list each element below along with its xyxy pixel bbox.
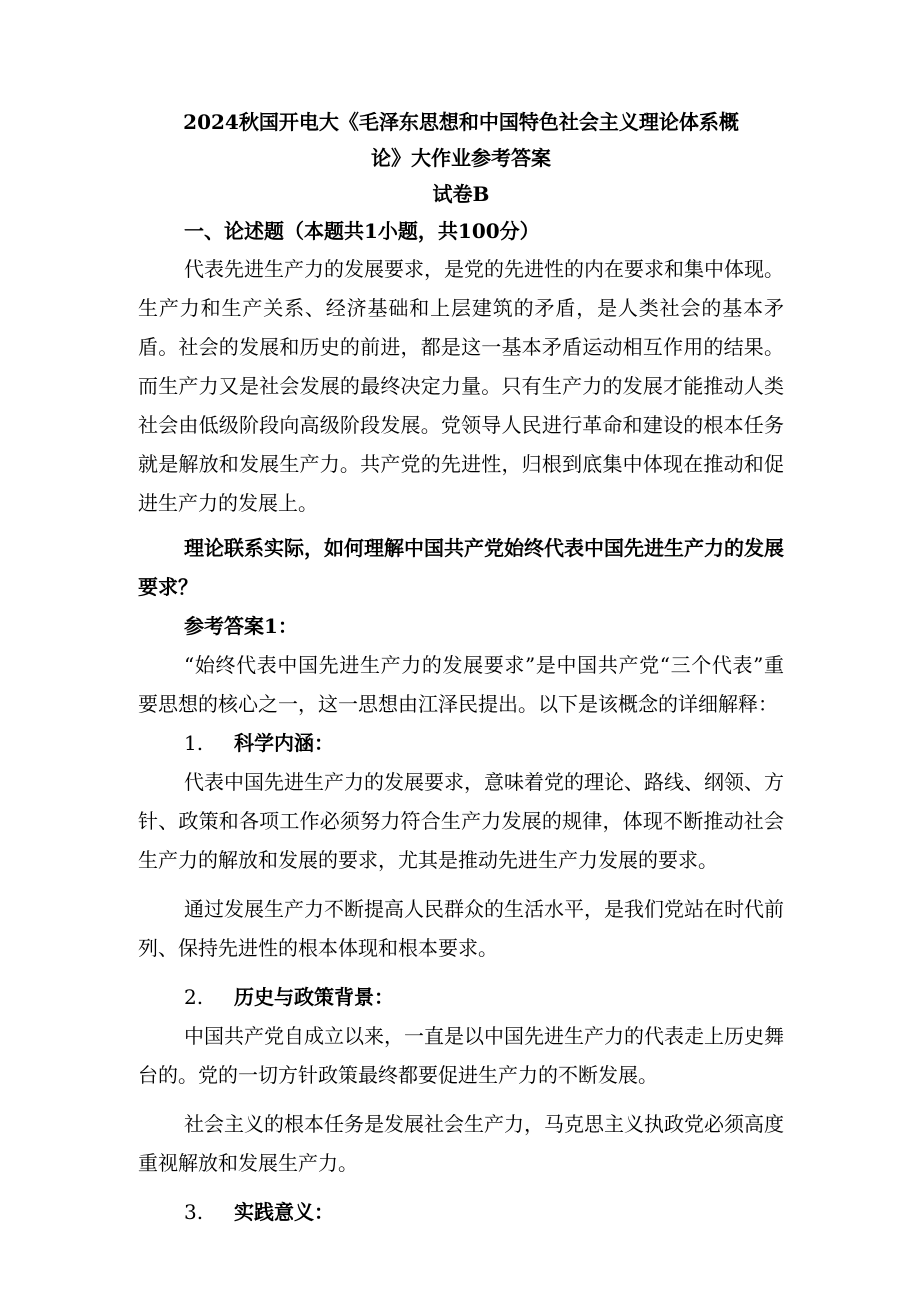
list-item-paragraph: 代表中国先进生产力的发展要求，意味着党的理论、路线、纲领、方针、政策和各项工作必须努力符合生产力发展的规律，体现不断推动社会生产力的解放和发展的要求，尤其是推动先进生产力发展的要求。	[138, 770, 784, 872]
paper-label: 试卷B	[432, 182, 490, 206]
list-item-number: 1.	[184, 731, 204, 755]
list-item-number: 2.	[184, 985, 204, 1009]
document-page	[138, 104, 784, 1232]
document-title-line2: 论》大作业参考答案	[371, 146, 551, 170]
answer-intro: “始终代表中国先进生产力的发展要求”是中国共产党“三个代表”重要思想的核心之一，这一思想由江泽民提出。以下是该概念的详细解释：	[138, 653, 784, 716]
answer-label: 参考答案1：	[184, 614, 298, 638]
list-item-label: 科学内涵：	[234, 731, 334, 755]
section-heading: 一、论述题（本题共1小题，共100分）	[184, 219, 540, 243]
list-item-heading	[138, 1193, 784, 1232]
list-item-label: 历史与政策背景：	[234, 985, 394, 1009]
list-item-paragraph: 社会主义的根本任务是发展社会生产力，马克思主义执政党必须高度重视解放和发展生产力。	[138, 1112, 784, 1175]
list-item-number: 3.	[184, 1200, 204, 1224]
list-item-paragraph: 中国共产党自成立以来，一直是以中国先进生产力的代表走上历史舞台的。党的一切方针政策最终都要促进生产力的不断发展。	[138, 1024, 784, 1087]
list-item-heading	[138, 978, 784, 1017]
list-item-heading	[138, 724, 784, 763]
list-item-label: 实践意义：	[234, 1200, 334, 1224]
intro-paragraph: 代表先进生产力的发展要求，是党的先进性的内在要求和集中体现。生产力和生产关系、经济基础和上层建筑的矛盾，是人类社会的基本矛盾。社会的发展和历史的前进，都是这一基本矛盾运动相互作用的结果。而生产力又是社会发展的最终决定力量。只有生产力的发展才能推动人类社会由低级阶段向高级阶段发展。党领导人民进行革命和建设的根本任务就是解放和发展生产力。共产党的先进性，归根到底集中体现在推动和促进生产力的发展上。	[138, 257, 784, 515]
document-title-line1: 2024秋国开电大《毛泽东思想和中国特色社会主义理论体系概	[183, 110, 739, 134]
list-item-paragraph: 通过发展生产力不断提高人民群众的生活水平，是我们党站在时代前列、保持先进性的根本体现和根本要求。	[138, 897, 784, 960]
question-text: 理论联系实际，如何理解中国共产党始终代表中国先进生产力的发展要求？	[138, 536, 784, 599]
